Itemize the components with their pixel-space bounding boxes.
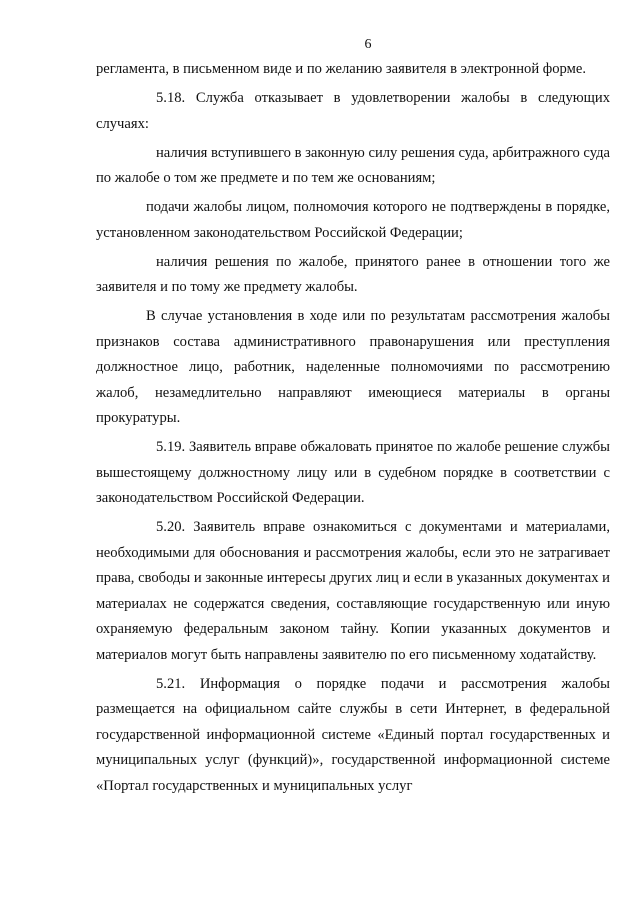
paragraph-5-19: 5.19. Заявитель вправе обжаловать принятое по жалобе решение службы вышестоящему должностному лицу или в судебном порядке в соответствии с законодательством Российской Федерации. bbox=[96, 439, 610, 506]
paragraph-continuation: регламента, в письменном виде и по желанию заявителя в электронной форме. bbox=[96, 61, 586, 77]
paragraph-5-18: 5.18. Служба отказывает в удовлетворении жалобы в следующих случаях: bbox=[96, 90, 610, 132]
paragraph-refusal-reason-3: наличия решения по жалобе, принятого ранее в отношении того же заявителя и по тому же предмету жалобы. bbox=[96, 253, 610, 295]
page-number: 6 bbox=[364, 37, 372, 52]
paragraph-5-20: 5.20. Заявитель вправе ознакомиться с документами и материалами, необходимыми для обоснования и рассмотрения жалобы, если это не затрагивает права, свободы и законные интересы других лиц и если в указанных документах и материалах не содержатся сведения, составляющие государственную или иную охраняемую федеральным законом тайну. Копии указанных документов и материалов могут быть направлены заявителю по его письменному ходатайству. bbox=[96, 519, 610, 663]
paragraph-prosecution: В случае установления в ходе или по результатам рассмотрения жалобы признаков состава административного правонарушения или преступления должностное лицо, работник, наделенные полномочиями по рассмотрению жалоб, незамедлительно направляют имеющиеся материалы в органы прокуратуры. bbox=[96, 308, 610, 426]
paragraph-refusal-reason-1: наличия вступившего в законную силу решения суда, арбитражного суда по жалобе о том же предмете и по тем же основаниям; bbox=[96, 144, 610, 186]
paragraph-5-21: 5.21. Информация о порядке подачи и рассмотрения жалобы размещается на официальном сайте службы в сети Интернет, в федеральной государственной информационной системе «Единый портал государственных и муниципальных услуг (функций)», государственной информационной системе «Портал государственных и муниципальных услуг bbox=[96, 675, 610, 794]
document-body bbox=[96, 57, 610, 803]
paragraph-refusal-reason-2: подачи жалобы лицом, полномочия которого не подтверждены в порядке, установленном законодательством Российской Федерации; bbox=[96, 199, 610, 241]
